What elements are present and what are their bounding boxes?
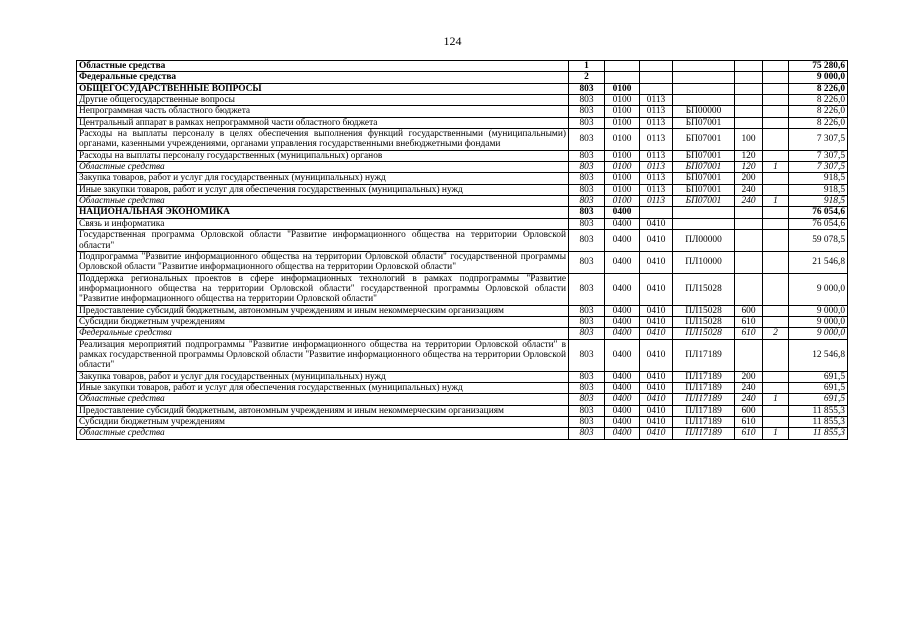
department-code-cell: 803	[569, 129, 605, 151]
page-number: 124	[443, 34, 462, 48]
department-code-cell: 803	[569, 417, 605, 428]
department-code-cell: 803	[569, 305, 605, 316]
department-code-cell: 803	[569, 405, 605, 416]
target-article-cell	[673, 207, 735, 218]
department-code-cell: 803	[569, 394, 605, 405]
amount-cell: 8 226,0	[789, 83, 848, 94]
section-code-cell: 0100	[605, 106, 640, 117]
target-article-cell: БП07001	[673, 173, 735, 184]
expense-type-cell: 240	[735, 196, 763, 207]
amount-cell: 918,5	[789, 173, 848, 184]
section-code-cell: 0400	[605, 428, 640, 439]
department-code-cell: 2	[569, 72, 605, 83]
amount-cell: 9 000,0	[789, 316, 848, 327]
subsection-code-cell	[640, 83, 673, 94]
section-code-cell: 0400	[605, 371, 640, 382]
funding-source-cell	[763, 273, 789, 305]
section-code-cell: 0400	[605, 273, 640, 305]
subsection-code-cell: 0410	[640, 316, 673, 327]
table-row	[77, 382, 848, 393]
table-row	[77, 129, 848, 151]
target-article-cell: БП07001	[673, 162, 735, 173]
section-code-cell: 0100	[605, 95, 640, 106]
subsection-code-cell: 0410	[640, 230, 673, 252]
subsection-code-cell: 0410	[640, 328, 673, 339]
section-code-cell: 0100	[605, 184, 640, 195]
row-name-cell: НАЦИОНАЛЬНАЯ ЭКОНОМИКА	[77, 207, 569, 218]
row-name-cell: Закупка товаров, работ и услуг для государственных (муниципальных) нужд	[77, 371, 569, 382]
department-code-cell: 803	[569, 328, 605, 339]
target-article-cell	[673, 95, 735, 106]
target-article-cell: ПЛ15028	[673, 328, 735, 339]
row-name-cell: Субсидии бюджетным учреждениям	[77, 316, 569, 327]
row-name-cell: Субсидии бюджетным учреждениям	[77, 417, 569, 428]
funding-source-cell	[763, 405, 789, 416]
expense-type-cell	[735, 207, 763, 218]
budget-table	[76, 60, 848, 440]
subsection-code-cell: 0410	[640, 394, 673, 405]
subsection-code-cell: 0410	[640, 339, 673, 371]
section-code-cell: 0400	[605, 218, 640, 229]
department-code-cell: 1	[569, 61, 605, 72]
department-code-cell: 803	[569, 184, 605, 195]
funding-source-cell	[763, 72, 789, 83]
subsection-code-cell: 0113	[640, 106, 673, 117]
row-name-cell: Непрограммная часть областного бюджета	[77, 106, 569, 117]
table-row	[77, 328, 848, 339]
department-code-cell: 803	[569, 316, 605, 327]
row-name-cell: Государственная программа Орловской области "Развитие информационного общества на территории Орловской области"	[77, 230, 569, 252]
expense-type-cell: 200	[735, 371, 763, 382]
funding-source-cell	[763, 305, 789, 316]
subsection-code-cell: 0410	[640, 251, 673, 273]
target-article-cell: ПЛ17189	[673, 417, 735, 428]
table-row	[77, 417, 848, 428]
target-article-cell: БП00000	[673, 106, 735, 117]
table-row	[77, 339, 848, 371]
subsection-code-cell: 0410	[640, 218, 673, 229]
amount-cell: 9 000,0	[789, 305, 848, 316]
table-row	[77, 61, 848, 72]
expense-type-cell: 600	[735, 305, 763, 316]
table-row	[77, 83, 848, 94]
target-article-cell: ПЛ00000	[673, 230, 735, 252]
subsection-code-cell	[640, 61, 673, 72]
funding-source-cell	[763, 230, 789, 252]
target-article-cell: ПЛ17189	[673, 371, 735, 382]
section-code-cell: 0400	[605, 207, 640, 218]
amount-cell: 11 855,3	[789, 417, 848, 428]
expense-type-cell: 240	[735, 382, 763, 393]
department-code-cell: 803	[569, 150, 605, 161]
department-code-cell: 803	[569, 230, 605, 252]
target-article-cell: БП07001	[673, 150, 735, 161]
funding-source-cell: 1	[763, 394, 789, 405]
section-code-cell: 0100	[605, 129, 640, 151]
expense-type-cell: 600	[735, 405, 763, 416]
section-code-cell: 0400	[605, 316, 640, 327]
amount-cell: 7 307,5	[789, 162, 848, 173]
target-article-cell: БП07001	[673, 117, 735, 128]
target-article-cell: ПЛ15028	[673, 305, 735, 316]
department-code-cell: 803	[569, 273, 605, 305]
table-row	[77, 173, 848, 184]
budget-table-body	[77, 61, 848, 440]
expense-type-cell	[735, 61, 763, 72]
amount-cell: 918,5	[789, 196, 848, 207]
expense-type-cell: 240	[735, 184, 763, 195]
department-code-cell: 803	[569, 339, 605, 371]
section-code-cell: 0100	[605, 150, 640, 161]
row-name-cell: Поддержка региональных проектов в сфере информационных технологий в рамках подпрограммы "Развитие информационного общества на территории Орловской области" государственной программы Орловской области "Развитие информационного общества на территории Орловской области"	[77, 273, 569, 305]
amount-cell: 76 054,6	[789, 207, 848, 218]
row-name-cell: Центральный аппарат в рамках непрограммной части областного бюджета	[77, 117, 569, 128]
subsection-code-cell: 0410	[640, 405, 673, 416]
amount-cell: 691,5	[789, 382, 848, 393]
subsection-code-cell: 0410	[640, 305, 673, 316]
subsection-code-cell	[640, 207, 673, 218]
funding-source-cell	[763, 316, 789, 327]
row-name-cell: Предоставление субсидий бюджетным, автономным учреждениям и иным некоммерческим организациям	[77, 305, 569, 316]
department-code-cell: 803	[569, 117, 605, 128]
subsection-code-cell: 0113	[640, 150, 673, 161]
department-code-cell: 803	[569, 371, 605, 382]
target-article-cell: БП07001	[673, 196, 735, 207]
department-code-cell: 803	[569, 196, 605, 207]
section-code-cell	[605, 72, 640, 83]
row-name-cell: ОБЩЕГОСУДАРСТВЕННЫЕ ВОПРОСЫ	[77, 83, 569, 94]
section-code-cell: 0400	[605, 417, 640, 428]
subsection-code-cell: 0113	[640, 162, 673, 173]
section-code-cell: 0400	[605, 394, 640, 405]
target-article-cell: ПЛ17189	[673, 382, 735, 393]
amount-cell: 8 226,0	[789, 95, 848, 106]
expense-type-cell: 610	[735, 417, 763, 428]
expense-type-cell	[735, 339, 763, 371]
subsection-code-cell	[640, 72, 673, 83]
target-article-cell: ПЛ10000	[673, 251, 735, 273]
target-article-cell: ПЛ17189	[673, 405, 735, 416]
funding-source-cell	[763, 339, 789, 371]
funding-source-cell	[763, 83, 789, 94]
row-name-cell: Расходы на выплаты персоналу в целях обеспечения выполнения функций государственными (муниципальными) органами, казенными учреждениями, органами управления государственными внебюджетными фондами	[77, 129, 569, 151]
expense-type-cell: 200	[735, 173, 763, 184]
amount-cell: 11 855,3	[789, 428, 848, 439]
amount-cell: 7 307,5	[789, 129, 848, 151]
funding-source-cell	[763, 184, 789, 195]
row-name-cell: Областные средства	[77, 162, 569, 173]
funding-source-cell	[763, 207, 789, 218]
funding-source-cell: 1	[763, 162, 789, 173]
row-name-cell: Областные средства	[77, 428, 569, 439]
target-article-cell: ПЛ17189	[673, 428, 735, 439]
funding-source-cell	[763, 382, 789, 393]
expense-type-cell: 120	[735, 162, 763, 173]
amount-cell: 691,5	[789, 394, 848, 405]
expense-type-cell: 100	[735, 129, 763, 151]
subsection-code-cell: 0113	[640, 95, 673, 106]
section-code-cell: 0100	[605, 173, 640, 184]
row-name-cell: Связь и информатика	[77, 218, 569, 229]
expense-type-cell: 240	[735, 394, 763, 405]
funding-source-cell	[763, 117, 789, 128]
target-article-cell	[673, 72, 735, 83]
department-code-cell: 803	[569, 106, 605, 117]
table-row	[77, 95, 848, 106]
expense-type-cell	[735, 72, 763, 83]
section-code-cell: 0400	[605, 405, 640, 416]
section-code-cell: 0400	[605, 230, 640, 252]
section-code-cell: 0400	[605, 382, 640, 393]
section-code-cell: 0100	[605, 83, 640, 94]
table-row	[77, 405, 848, 416]
subsection-code-cell: 0113	[640, 173, 673, 184]
row-name-cell: Федеральные средства	[77, 328, 569, 339]
department-code-cell: 803	[569, 83, 605, 94]
amount-cell: 7 307,5	[789, 150, 848, 161]
row-name-cell: Иные закупки товаров, работ и услуг для обеспечения государственных (муниципальных) нужд	[77, 382, 569, 393]
target-article-cell: БП07001	[673, 129, 735, 151]
funding-source-cell	[763, 129, 789, 151]
department-code-cell: 803	[569, 95, 605, 106]
amount-cell: 9 000,0	[789, 273, 848, 305]
subsection-code-cell: 0410	[640, 371, 673, 382]
row-name-cell: Иные закупки товаров, работ и услуг для обеспечения государственных (муниципальных) нужд	[77, 184, 569, 195]
section-code-cell: 0400	[605, 339, 640, 371]
row-name-cell: Расходы на выплаты персоналу государственных (муниципальных) органов	[77, 150, 569, 161]
table-row	[77, 184, 848, 195]
table-row	[77, 230, 848, 252]
funding-source-cell	[763, 95, 789, 106]
subsection-code-cell: 0410	[640, 417, 673, 428]
department-code-cell: 803	[569, 207, 605, 218]
funding-source-cell: 1	[763, 428, 789, 439]
table-row	[77, 150, 848, 161]
department-code-cell: 803	[569, 428, 605, 439]
section-code-cell: 0100	[605, 162, 640, 173]
table-row	[77, 72, 848, 83]
table-row	[77, 162, 848, 173]
target-article-cell: ПЛ15028	[673, 273, 735, 305]
funding-source-cell: 1	[763, 196, 789, 207]
table-row	[77, 106, 848, 117]
amount-cell: 76 054,6	[789, 218, 848, 229]
expense-type-cell	[735, 106, 763, 117]
amount-cell: 9 000,0	[789, 72, 848, 83]
row-name-cell: Реализация мероприятий подпрограммы "Развитие информационного общества на территории Орловской области" в рамках государственной программы Орловской области "Развитие информационного общества на территории Орловской области"	[77, 339, 569, 371]
expense-type-cell	[735, 218, 763, 229]
amount-cell: 918,5	[789, 184, 848, 195]
expense-type-cell: 610	[735, 428, 763, 439]
table-row	[77, 428, 848, 439]
table-row	[77, 273, 848, 305]
funding-source-cell	[763, 417, 789, 428]
funding-source-cell	[763, 61, 789, 72]
row-name-cell: Подпрограмма "Развитие информационного общества на территории Орловской области" государственной программы Орловской области "Развитие информационного общества на территории Орловской области"	[77, 251, 569, 273]
amount-cell: 691,5	[789, 371, 848, 382]
target-article-cell: ПЛ17189	[673, 339, 735, 371]
target-article-cell	[673, 61, 735, 72]
funding-source-cell	[763, 173, 789, 184]
department-code-cell: 803	[569, 218, 605, 229]
target-article-cell	[673, 218, 735, 229]
expense-type-cell: 120	[735, 150, 763, 161]
section-code-cell: 0400	[605, 305, 640, 316]
expense-type-cell: 610	[735, 316, 763, 327]
expense-type-cell	[735, 95, 763, 106]
row-name-cell: Федеральные средства	[77, 72, 569, 83]
expense-type-cell	[735, 230, 763, 252]
funding-source-cell	[763, 106, 789, 117]
subsection-code-cell: 0113	[640, 196, 673, 207]
table-row	[77, 207, 848, 218]
expense-type-cell	[735, 251, 763, 273]
subsection-code-cell: 0113	[640, 117, 673, 128]
subsection-code-cell: 0410	[640, 382, 673, 393]
section-code-cell: 0400	[605, 251, 640, 273]
section-code-cell: 0100	[605, 117, 640, 128]
department-code-cell: 803	[569, 382, 605, 393]
funding-source-cell	[763, 218, 789, 229]
table-row	[77, 316, 848, 327]
row-name-cell: Областные средства	[77, 196, 569, 207]
row-name-cell: Областные средства	[77, 61, 569, 72]
amount-cell: 75 280,6	[789, 61, 848, 72]
amount-cell: 9 000,0	[789, 328, 848, 339]
expense-type-cell: 610	[735, 328, 763, 339]
department-code-cell: 803	[569, 251, 605, 273]
amount-cell: 59 078,5	[789, 230, 848, 252]
funding-source-cell	[763, 251, 789, 273]
department-code-cell: 803	[569, 173, 605, 184]
target-article-cell: ПЛ15028	[673, 316, 735, 327]
row-name-cell: Областные средства	[77, 394, 569, 405]
department-code-cell: 803	[569, 162, 605, 173]
subsection-code-cell: 0113	[640, 184, 673, 195]
section-code-cell: 0400	[605, 328, 640, 339]
expense-type-cell	[735, 83, 763, 94]
row-name-cell: Закупка товаров, работ и услуг для государственных (муниципальных) нужд	[77, 173, 569, 184]
section-code-cell: 0100	[605, 196, 640, 207]
amount-cell: 11 855,3	[789, 405, 848, 416]
funding-source-cell: 2	[763, 328, 789, 339]
target-article-cell	[673, 83, 735, 94]
table-row	[77, 305, 848, 316]
amount-cell: 12 546,8	[789, 339, 848, 371]
expense-type-cell	[735, 117, 763, 128]
funding-source-cell	[763, 371, 789, 382]
table-row	[77, 117, 848, 128]
funding-source-cell	[763, 150, 789, 161]
target-article-cell: ПЛ17189	[673, 394, 735, 405]
subsection-code-cell: 0410	[640, 273, 673, 305]
subsection-code-cell: 0410	[640, 428, 673, 439]
amount-cell: 8 226,0	[789, 117, 848, 128]
section-code-cell	[605, 61, 640, 72]
table-row	[77, 218, 848, 229]
row-name-cell: Предоставление субсидий бюджетным, автономным учреждениям и иным некоммерческим организациям	[77, 405, 569, 416]
table-row	[77, 371, 848, 382]
amount-cell: 21 546,8	[789, 251, 848, 273]
amount-cell: 8 226,0	[789, 106, 848, 117]
row-name-cell: Другие общегосударственные вопросы	[77, 95, 569, 106]
expense-type-cell	[735, 273, 763, 305]
subsection-code-cell: 0113	[640, 129, 673, 151]
table-row	[77, 251, 848, 273]
table-row	[77, 394, 848, 405]
table-row	[77, 196, 848, 207]
target-article-cell: БП07001	[673, 184, 735, 195]
